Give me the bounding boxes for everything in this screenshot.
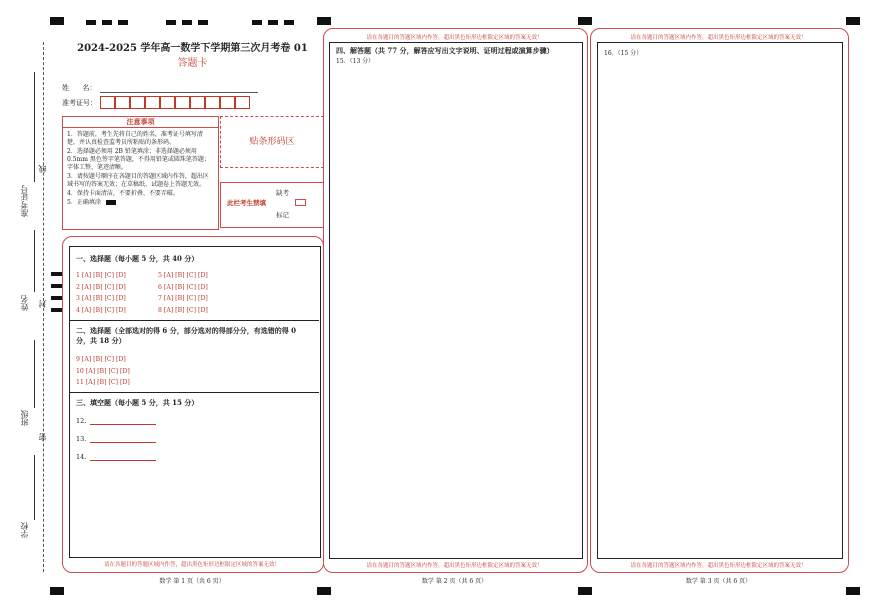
notice-box	[62, 116, 219, 230]
page3-bottom-warning: 请在各题目的答题区域内作答，超出黑色矩形边框限定区域的答案无效！	[630, 563, 807, 569]
question-15-label: 15．（13 分）	[336, 58, 375, 65]
fill-blank-number: 14.	[76, 453, 87, 461]
side-blank-ticket	[34, 72, 35, 182]
corner-mark	[578, 587, 592, 595]
name-input-line[interactable]	[100, 92, 258, 93]
ticket-digit-box[interactable]	[100, 96, 115, 109]
side-blank-name	[34, 230, 35, 292]
timing-mark	[118, 20, 128, 25]
ticket-label: 准考证号：	[62, 99, 97, 107]
section2-column	[76, 354, 130, 389]
ticket-digit-box[interactable]	[175, 96, 190, 109]
fill-blank-item	[76, 452, 156, 461]
fill-blank-line[interactable]	[90, 452, 156, 461]
corner-mark	[846, 587, 860, 595]
timing-mark	[182, 20, 192, 25]
notice-item: 2．选择题必须用 2B 铅笔填涂；非选择题必须用 0.5mm 黑色签字笔答题，不得用铅笔或圆珠笔答题；字体工整、笔迹清晰。	[67, 148, 210, 171]
notice-item: 5．正确填涂	[67, 199, 101, 206]
ticket-digit-box[interactable]	[115, 96, 130, 109]
ticket-digit-box[interactable]	[220, 96, 235, 109]
timing-mark	[86, 20, 96, 25]
ticket-digit-box[interactable]	[160, 96, 175, 109]
side-label-class: 班级	[20, 410, 29, 426]
absent-box	[220, 182, 324, 228]
absent-label-bottom: 标记	[276, 211, 289, 219]
section2-title-line1: 二、选择题（全部选对的得 6 分，部分选对的得部分分，有选错的得 0	[76, 326, 297, 335]
section1-right-column	[158, 270, 208, 316]
name-label: 姓 名：	[62, 84, 97, 92]
section3-title: 三、填空题（每小题 5 分，共 15 分）	[76, 398, 199, 407]
page-title: 2024-2025 学年高一数学下学期第三次月考卷 01	[77, 43, 308, 54]
side-blank-class	[34, 340, 35, 408]
choice-row[interactable]: 2 [A] [B] [C] [D]	[76, 283, 126, 291]
fill-blank-item	[76, 434, 156, 443]
ticket-digit-box[interactable]	[190, 96, 205, 109]
side-label-name: 姓名	[20, 295, 29, 311]
side-label-line: 线	[38, 165, 47, 173]
absent-forbidden-text: 此栏考生禁填	[227, 199, 266, 207]
ticket-digit-box[interactable]	[130, 96, 145, 109]
timing-mark	[102, 20, 112, 25]
section2-title-line2: 分，共 18 分）	[76, 336, 126, 345]
notice-fill-row	[63, 198, 218, 207]
fill-blank-number: 12.	[76, 417, 87, 425]
corner-mark	[50, 587, 64, 595]
timing-mark	[252, 20, 262, 25]
choice-row[interactable]: 7 [A] [B] [C] [D]	[158, 295, 208, 303]
barcode-label: 贴条形码区	[249, 137, 295, 147]
page2-answer-frame[interactable]	[329, 42, 583, 559]
fill-blank-item	[76, 416, 156, 425]
notice-item: 1．答题前，考生先将自己的姓名，准考证号填写清楚，并认真检查监考员所粘贴的条形码。	[67, 131, 203, 146]
section1-left-column	[76, 270, 126, 316]
corner-mark	[50, 17, 64, 25]
ticket-number-boxes	[100, 96, 250, 109]
choice-row[interactable]: 6 [A] [B] [C] [D]	[158, 283, 208, 291]
corner-mark	[578, 17, 592, 25]
choice-row[interactable]: 5 [A] [B] [C] [D]	[158, 272, 208, 279]
choice-row[interactable]: 10 [A] [B] [C] [D]	[76, 367, 130, 375]
answer-sheet-label: 答题卡	[177, 58, 208, 69]
barcode-area	[220, 116, 324, 168]
page2-top-warning: 请在各题目的答题区域内作答，超出黑色矩形边框限定区域的答案无效！	[366, 35, 543, 41]
timing-mark	[284, 20, 294, 25]
notice-item: 4．保持卡面清洁，不要折叠、不要弄破。	[67, 190, 179, 197]
side-blank-school	[34, 455, 35, 520]
section-divider	[69, 320, 319, 321]
page1-bottom-warning: 请在各题目的答题区域内作答，超出黑色矩形边框限定区域的答案无效！	[103, 562, 280, 568]
ticket-digit-box[interactable]	[145, 96, 160, 109]
fill-blank-number: 13.	[76, 435, 87, 443]
section1-title: 一、选择题（每小题 5 分，共 40 分）	[76, 254, 199, 263]
section4-title: 四、解答题（共 77 分，解答应写出文字说明、证明过程或演算步骤）	[336, 46, 554, 55]
choice-row[interactable]: 8 [A] [B] [C] [D]	[158, 306, 208, 314]
page1-footer: 数学 第 1 页（共 6 页）	[159, 578, 225, 585]
filled-sample-mark	[106, 200, 116, 205]
ticket-digit-box[interactable]	[205, 96, 220, 109]
timing-mark	[198, 20, 208, 25]
ticket-digit-box[interactable]	[235, 96, 250, 109]
choice-row[interactable]: 11 [A] [B] [C] [D]	[76, 379, 130, 387]
fill-blank-line[interactable]	[90, 434, 156, 443]
choice-row[interactable]: 3 [A] [B] [C] [D]	[76, 295, 126, 303]
choice-row[interactable]: 1 [A] [B] [C] [D]	[76, 272, 126, 279]
question-16-label: 16．（15 分）	[604, 50, 643, 57]
timing-mark	[166, 20, 176, 25]
choice-row[interactable]: 4 [A] [B] [C] [D]	[76, 306, 126, 314]
page2-bottom-warning: 请在各题目的答题区域内作答，超出黑色矩形边框限定区域的答案无效！	[366, 563, 543, 569]
corner-mark	[317, 587, 331, 595]
side-label-seal: 封	[38, 300, 47, 308]
page3-footer: 数学 第 3 页（共 6 页）	[685, 578, 752, 585]
side-label-school: 学校	[20, 522, 29, 538]
page3-answer-frame[interactable]	[597, 42, 843, 559]
choice-row[interactable]: 9 [A] [B] [C] [D]	[76, 356, 126, 363]
fill-blank-line[interactable]	[90, 416, 156, 425]
section-divider	[69, 392, 319, 393]
notice-title: 注意事项	[63, 117, 218, 128]
side-label-secret: 密	[38, 433, 47, 441]
page2-footer: 数学 第 2 页（共 6 页）	[421, 578, 488, 585]
corner-mark	[317, 17, 331, 25]
page3-top-warning: 请在各题目的答题区域内作答，超出黑色矩形边框限定区域的答案无效！	[630, 35, 807, 41]
timing-mark	[268, 20, 278, 25]
absent-label-top: 缺考	[276, 189, 289, 197]
absent-checkbox[interactable]	[295, 199, 306, 206]
notice-item: 3．请按题号顺序在各题目的答题区域内作答，超出区域书写的答案无效；在草稿纸、试题卷上答题无效。	[67, 173, 209, 188]
corner-mark	[846, 17, 860, 25]
side-label-ticket: 准考证号	[20, 185, 29, 217]
